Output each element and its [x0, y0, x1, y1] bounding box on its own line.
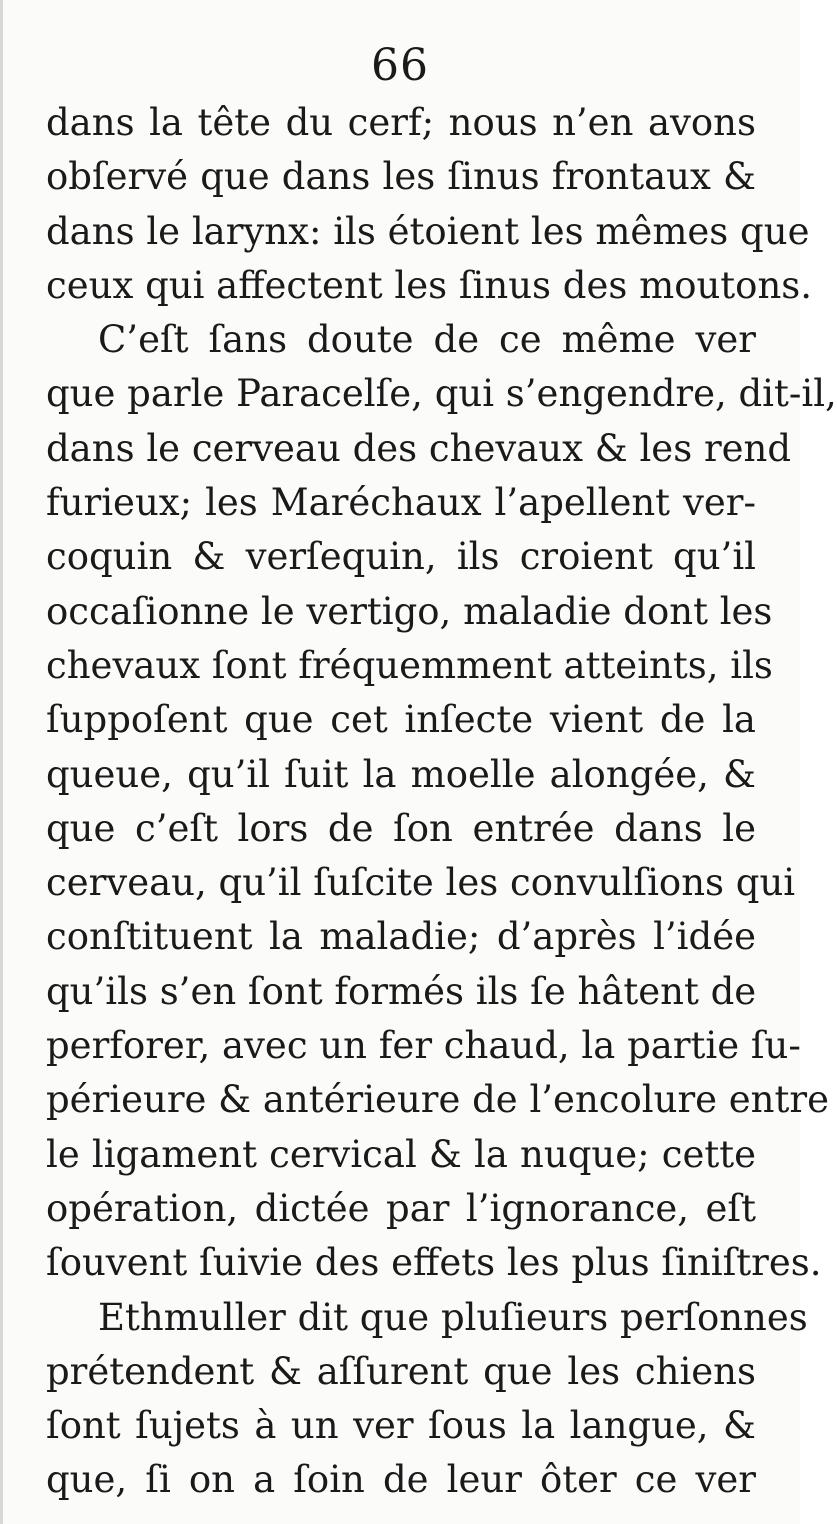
text-line: que parle Paracelſe, qui s’engendre, dit-il, [46, 372, 837, 416]
text-line: coquin & verſequin, ils croient qu’il [46, 535, 756, 579]
text-line: perforer, avec un fer chaud, la partie ſu- [46, 1024, 801, 1068]
text-line: ſont ſujets à un ver ſous la langue, & [46, 1404, 756, 1448]
text-line: queue, qu’il ſuit la moelle alongée, & [46, 752, 756, 796]
text-line: ceux qui affectent les ſinus des moutons. [46, 263, 813, 307]
text-line: prétendent & aſſurent que les chiens [46, 1349, 756, 1393]
page-edge-shadow [0, 0, 3, 1524]
paragraph-start-line: C’eſt ſans doute de ce même ver [98, 318, 756, 362]
text-line: que c’eſt lors de ſon entrée dans le [46, 806, 756, 850]
page-number: 66 [371, 40, 429, 91]
text-line: dans la tête du cerf; nous n’en avons [46, 101, 756, 144]
text-line: ſouvent ſuivie des effets les plus ſiniſtres. [46, 1241, 822, 1285]
body-text [46, 96, 837, 1508]
text-line: opération, dictée par l’ignorance, eſt [46, 1186, 756, 1230]
text-line: furieux; les Maréchaux l’apellent ver- [46, 481, 756, 525]
text-line: cerveau, qu’il ſuſcite les convulſions qui [46, 861, 796, 905]
text-line: occaſionne le vertigo, maladie dont les [46, 589, 773, 633]
text-line: conſtituent la maladie; d’après l’idée [46, 915, 756, 959]
text-line: dans le cerveau des chevaux & les rend [46, 426, 792, 470]
text-line: obſervé que dans les ſinus frontaux & [46, 155, 756, 199]
text-line: dans le larynx: ils étoient les mêmes que [46, 209, 810, 253]
paragraph-start-line: Ethmuller dit que pluſieurs perſonnes [98, 1295, 808, 1339]
text-line: périeure & antérieure de l’encolure entre [46, 1078, 829, 1122]
text-line: que, ſi on a ſoin de leur ôter ce ver [46, 1458, 756, 1502]
text-line: qu’ils s’en ſont formés ils ſe hâtent de [46, 969, 757, 1013]
text-line: ſuppoſent que cet inſecte vient de la [46, 698, 756, 742]
text-line: chevaux ſont fréquemment atteints, ils [46, 643, 773, 687]
text-line: le ligament cervical & la nuque; cette [46, 1132, 756, 1176]
